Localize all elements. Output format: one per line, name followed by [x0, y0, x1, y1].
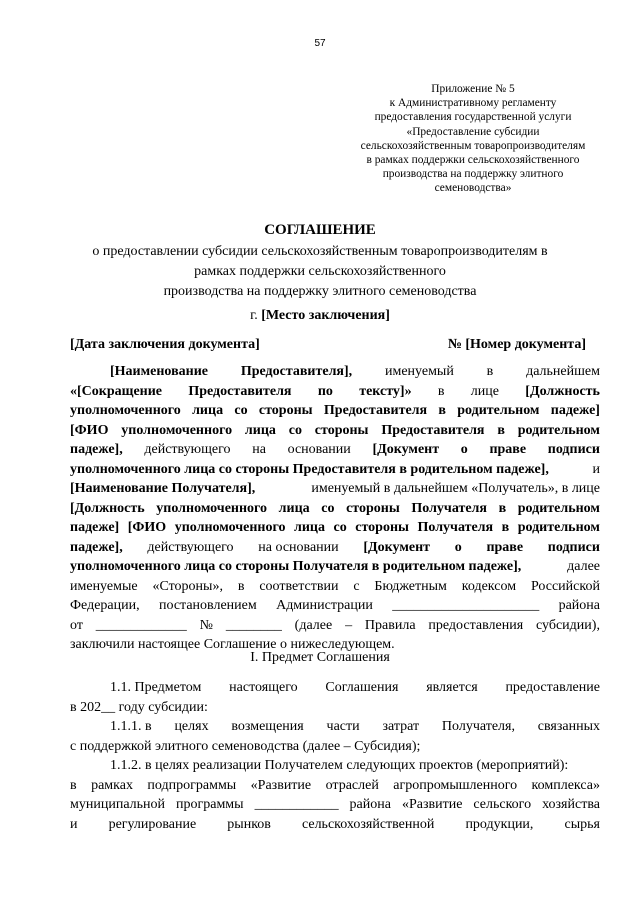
text-word: со [333, 520, 347, 535]
text-word: уполномоченного [121, 422, 233, 438]
text-word: подписи [547, 539, 600, 555]
place-prefix: г. [250, 308, 258, 323]
text-word: «[Сокращение [70, 383, 163, 399]
text-word: Бюджетным [374, 578, 447, 594]
section-1-clause-1-1 [70, 678, 600, 717]
text-word: лица [244, 422, 276, 438]
preamble-paragraph [70, 362, 600, 655]
document-date: [Дата заключения документа] [70, 337, 260, 352]
text-word: на [252, 442, 266, 457]
text-word: части [326, 719, 360, 734]
date-number-row [70, 337, 586, 353]
text-word: падеже] [550, 403, 600, 418]
text-word: 1.1.2. в целях реализации Получателем следующих проектов (мероприятий): [110, 758, 569, 773]
text-word: родительном [457, 403, 540, 418]
text-word: стороны [314, 422, 369, 438]
text-line [70, 538, 600, 558]
text-word: кодексом [461, 578, 517, 594]
text-line [70, 596, 600, 616]
appendix-line: сельскохозяйственным товаропроизводителям [360, 139, 586, 152]
text-line [70, 717, 600, 737]
text-word: предоставления [428, 617, 524, 633]
text-word: со [321, 500, 335, 516]
text-word: [Должность [70, 500, 145, 516]
text-line [70, 795, 600, 815]
text-word: в [438, 403, 446, 418]
appendix-line: к Административному регламенту [389, 97, 557, 110]
text-word: со [288, 422, 302, 438]
text-line [70, 401, 600, 421]
text-line [70, 698, 600, 718]
text-word: № [199, 617, 213, 633]
text-word: (далее [294, 617, 333, 633]
text-word: муниципальной [70, 797, 166, 812]
text-word: уполномоченного [156, 500, 268, 516]
text-word: стороны [258, 403, 313, 418]
text-word: на основании [258, 539, 339, 555]
text-word: далее [567, 559, 600, 574]
text-word: со [234, 403, 248, 418]
text-word: сельского [473, 797, 532, 812]
text-word: лица [294, 520, 326, 535]
text-word: [ФИО [70, 422, 109, 438]
text-word: 1.1. Предметом [110, 680, 202, 695]
section-1-clause-1-1-2 [70, 756, 600, 834]
text-word: в [437, 383, 445, 399]
text-word: стороны [355, 520, 409, 535]
subtitle-line: о предоставлении субсидии сельскохозяйственным товаропроизводителям в [92, 244, 548, 259]
text-word: именуемый в дальнейшем «Получатель», в лице [311, 481, 600, 496]
text-word: Получателя, [441, 719, 515, 734]
text-word: с поддержкой элитного семеноводства (далее – Субсидия); [70, 738, 421, 754]
text-line [70, 678, 600, 698]
text-word: Федерации, [70, 598, 140, 613]
text-word: Предоставителя [188, 383, 292, 399]
text-word: праве [486, 539, 524, 555]
text-word: Российской [530, 578, 600, 594]
text-line [70, 382, 600, 402]
text-word: Предоставителя [381, 422, 485, 438]
text-word: – [345, 617, 353, 633]
text-line [70, 815, 600, 835]
text-word: предоставление [505, 680, 600, 695]
text-word: действующего [144, 442, 231, 457]
text-word: «Развитие [401, 797, 463, 812]
text-word: подпрограммы [147, 777, 237, 793]
text-word: именуемые [70, 578, 138, 594]
text-word: «Развитие [250, 777, 312, 793]
page-number: 57 [314, 38, 326, 49]
text-line [70, 737, 600, 757]
text-word: является [426, 680, 478, 695]
text-word: основании [287, 442, 351, 457]
text-word: от [70, 617, 83, 633]
text-word: [Наименование Получателя], [70, 481, 256, 496]
text-word: и [70, 816, 78, 832]
text-line [70, 440, 600, 460]
text-word: в [486, 364, 494, 379]
text-word: лице [470, 383, 499, 399]
text-line [70, 616, 600, 636]
appendix-line: семеноводства» [434, 182, 512, 195]
text-word: родительном [517, 520, 600, 535]
text-line [70, 362, 600, 382]
text-word: в [497, 422, 505, 438]
text-word: [Наименование [110, 364, 208, 379]
section-heading: I. Предмет Соглашения [250, 650, 390, 665]
text-word: целях [174, 719, 209, 734]
text-word: уполномоченного [70, 403, 181, 418]
text-word: _____________ [95, 617, 187, 633]
text-word: и [592, 461, 600, 477]
text-line [70, 557, 600, 577]
text-word: в 202__ году субсидии: [70, 699, 208, 715]
text-line [70, 518, 600, 538]
text-word: хозяйства [542, 797, 600, 812]
text-word: Получателя [417, 520, 494, 535]
text-word: рынков [227, 816, 271, 832]
text-line [70, 756, 600, 776]
text-word: «Стороны», [152, 578, 223, 594]
text-word: сельскохозяйственной [301, 816, 435, 832]
text-word: [Документ [372, 442, 440, 457]
text-word: отраслей [325, 777, 379, 793]
text-word: тексту]» [359, 383, 412, 399]
text-word: района [558, 598, 600, 613]
text-word: настоящего [229, 680, 298, 695]
text-line [70, 776, 600, 796]
text-word: праве [489, 442, 527, 457]
text-word: именуемый [384, 364, 454, 379]
appendix-line: Приложение № 5 [431, 83, 515, 95]
appendix-line: предоставления государственной услуги [374, 111, 572, 124]
text-line [70, 499, 600, 519]
text-word: стороны [346, 500, 400, 516]
text-word: лица [192, 403, 224, 418]
text-word: родительном [517, 422, 600, 438]
text-word: уполномоченного [174, 520, 286, 535]
text-word: Соглашения [325, 680, 399, 695]
document-subtitle [70, 242, 570, 302]
text-word: связанных [537, 719, 600, 734]
text-word: возмещения [231, 719, 304, 734]
appendix-block [328, 82, 618, 196]
text-word: агропромышленного [393, 777, 518, 793]
text-line [70, 421, 600, 441]
text-word: родительном [517, 500, 600, 516]
text-word: постановлением [158, 598, 257, 613]
text-word: района [349, 797, 391, 812]
text-word: падеже], [70, 442, 123, 457]
text-word: Правила [364, 617, 416, 633]
text-word: падеже] [70, 520, 120, 535]
text-word: по [317, 383, 333, 399]
text-word: в [498, 500, 507, 516]
subtitle-line: рамках поддержки сельскохозяйственного [194, 264, 446, 279]
text-word: 1.1.1. в [110, 719, 152, 734]
text-word: Администрации [276, 598, 373, 613]
text-word: уполномоченного лица со стороны Получателя в родительном падеже], [70, 559, 522, 574]
text-word: дальнейшем [526, 364, 600, 379]
text-line [70, 577, 600, 597]
appendix-line: «Предоставление субсидии [406, 125, 540, 138]
text-word: в [237, 578, 245, 594]
text-word: уполномоченного лица со стороны Предоставителя в родительном падеже], [70, 461, 549, 477]
text-line [70, 479, 600, 499]
text-word: сырья [564, 816, 600, 832]
text-word: заключили настоящее Соглашение о нижеследующем. [70, 637, 395, 652]
text-word: действующего [147, 539, 234, 555]
text-word: рамках [91, 777, 133, 793]
text-word: Получателя [411, 500, 487, 516]
text-word: субсидии), [536, 617, 600, 633]
text-word: ____________ [254, 797, 339, 812]
appendix-line: в рамках поддержки сельскохозяйственного [366, 154, 580, 167]
text-word: регулирование [108, 816, 197, 832]
text-word: о [460, 442, 468, 457]
subtitle-line: производства на поддержку элитного семеноводства [163, 284, 477, 299]
text-word: падеже], [70, 539, 123, 555]
text-word: подписи [547, 442, 600, 457]
text-word: продукции, [465, 816, 534, 832]
document-title: СОГЛАШЕНИЕ [264, 222, 376, 238]
text-word: с [353, 578, 360, 594]
place-of-signing [0, 308, 640, 324]
appendix-line: производства на поддержку элитного [382, 168, 564, 181]
text-word: [Документ [363, 539, 431, 555]
text-word: Предоставителя], [240, 364, 353, 379]
text-word: _____________________ [392, 598, 540, 613]
text-word: комплекса» [531, 777, 600, 793]
text-word: Предоставителя [323, 403, 428, 418]
text-word: ________ [225, 617, 282, 633]
text-word: соответствии [259, 578, 339, 594]
text-word: в [70, 777, 77, 793]
text-word: программы [176, 797, 244, 812]
text-word: [ФИО [127, 520, 167, 535]
text-word: [Должность [525, 383, 600, 399]
text-word: затрат [382, 719, 420, 734]
document-number: № [Номер документа] [447, 337, 586, 352]
place-value: [Место заключения] [261, 308, 390, 323]
text-word: о [454, 539, 462, 555]
text-word: лица [278, 500, 310, 516]
section-1-clause-1-1-1 [70, 717, 600, 756]
text-word: в [501, 520, 510, 535]
text-line [70, 460, 600, 480]
